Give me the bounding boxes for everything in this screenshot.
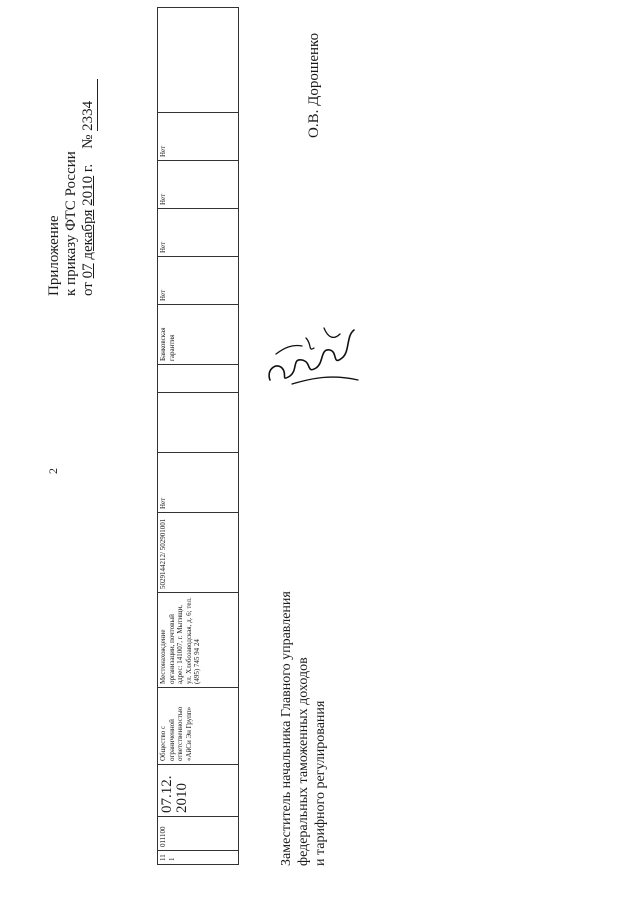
number-prefix: № [80,134,96,149]
cell-col15 [158,8,239,113]
table-row [158,8,239,865]
cell-date: 07.12. 2010 [158,765,239,817]
date-year: 2010 [80,175,96,206]
cell-col7: Нет [158,453,239,513]
order-number: 2334 [80,79,98,131]
cell-col12: Нет [158,209,239,257]
signatory-name: О.В. Дорошенко [306,32,322,138]
cell-guarantee-type: Банковская гарантия [158,305,239,365]
cell-col9 [158,365,239,393]
appendix-title: Приложение [46,215,62,296]
cell-col13: Нет [158,161,239,209]
cell-address: Местонахождение организации, почтовый адрес: 141007, г. Мытищи, ул. Хлебозаводская, д. 6; тел. (495) 745 94 24 [158,593,239,688]
cell-col8 [158,393,239,453]
appendix-date-line [80,79,98,296]
handwritten-signature [262,318,362,388]
page-number: 2 [46,468,60,474]
appendix-header [46,79,98,296]
cell-organization: Общество с ограниченной ответственностью «АйСи Эн Групп» [158,688,239,765]
date-day: 07 [80,263,96,279]
cell-col11: Нет [158,257,239,305]
date-month: декабря [80,209,96,260]
date-prefix: от [80,282,96,296]
cell-col14: Нет [158,113,239,161]
cell-inn-kpp: 5029144212/ 502901001 [158,513,239,593]
signatory-title: Заместитель начальника Главного управления федеральных таможенных доходов и тарифного регулирования [279,591,328,866]
appendix-order-ref: к приказу ФТС России [63,151,79,296]
cell-code: 011100 [158,817,239,851]
registry-table [157,30,239,865]
cell-row-number: 111 [158,851,239,865]
date-year-suffix: г. [80,163,96,173]
